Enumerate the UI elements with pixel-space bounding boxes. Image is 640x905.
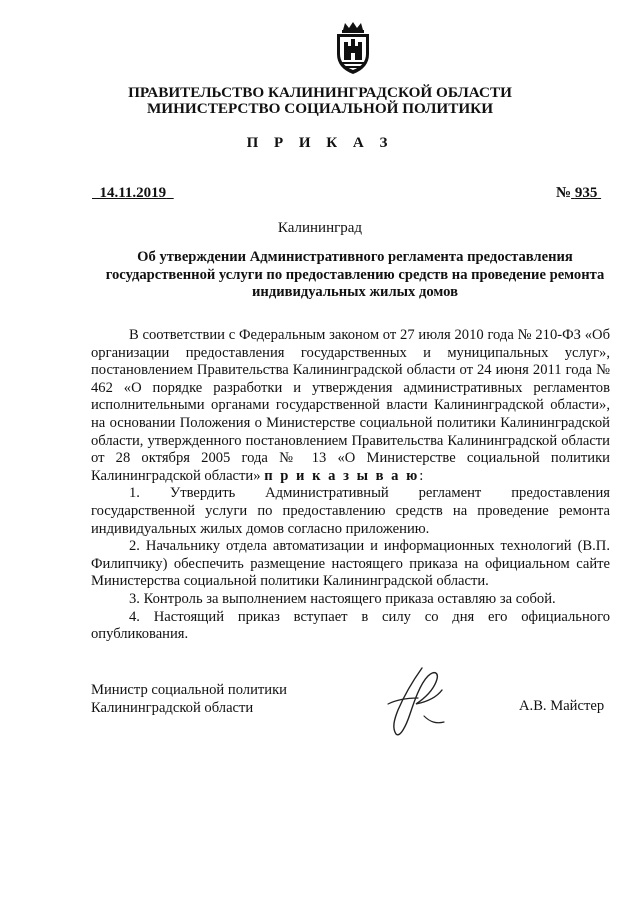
intro-text: В соответствии с Федеральным законом от 27 июля 2010 года № 210-ФЗ «Об организации предоставления государственных и муниципальных услуг», постановлением Правительства Калининградской области от 24 июня 2011 года № 462 «О порядке разработки и утверждения административных регламентов исполнительными органами государственной власти Калининградской области», на основании Положения о Министерстве социальной политики Калининградской области, утвержденного постановлением Правительства Калининградской области от 28 октября 2005 года № 13 «О Министерстве социальной политики Калининградской области» — [91, 327, 610, 484]
order-colon: : — [419, 467, 424, 484]
item-4: 4. Настоящий приказ вступает в силу со дня его официального опубликования. — [91, 608, 610, 643]
signatory-name: А.В. Майстер — [519, 698, 605, 714]
ministry-title: МИНИСТЕРСТВО СОЦИАЛЬНОЙ ПОЛИТИКИ — [146, 100, 494, 117]
item-2: 2. Начальнику отдела автоматизации и информационных технологий (В.П. Филипчику) обеспечить размещение настоящего приказа на официальном сайте Министерства социальной политики Калининградской области. — [91, 538, 610, 590]
document-type-heading: П Р И К А З — [246, 135, 394, 151]
order-date-value: 14.11.2019 — [99, 185, 167, 201]
number-sign: № — [556, 185, 572, 201]
coat-of-arms-emblem — [331, 20, 375, 76]
intro-paragraph — [91, 327, 610, 485]
government-title: ПРАВИТЕЛЬСТВО КАЛИНИНГРАДСКОЙ ОБЛАСТИ — [128, 84, 512, 101]
order-number-value: 935 — [574, 185, 598, 201]
order-number — [556, 185, 601, 202]
item-1: 1. Утвердить Административный регламент предоставления государственной услуги по предоставлению средств на проведение ремонта индивидуальных жилых домов согласно приложению. — [91, 485, 610, 537]
order-date — [92, 185, 174, 202]
signatory-title-line1: Министр социальной политики — [91, 682, 287, 698]
signatory-title — [91, 681, 287, 717]
order-subject: Об утверждении Административного регламента предоставления государственной услуги по предоставлению средств на проведение ремонта индивидуальных жилых домов — [105, 249, 605, 300]
city: Калининград — [277, 220, 363, 236]
order-word: п р и к а з ы в а ю — [264, 467, 420, 484]
order-body — [91, 327, 610, 644]
signatory-title-line2: Калининградской области — [91, 700, 254, 716]
handwritten-signature — [382, 664, 452, 738]
item-3: 3. Контроль за выполнением настоящего приказа оставляю за собой. — [129, 590, 556, 607]
